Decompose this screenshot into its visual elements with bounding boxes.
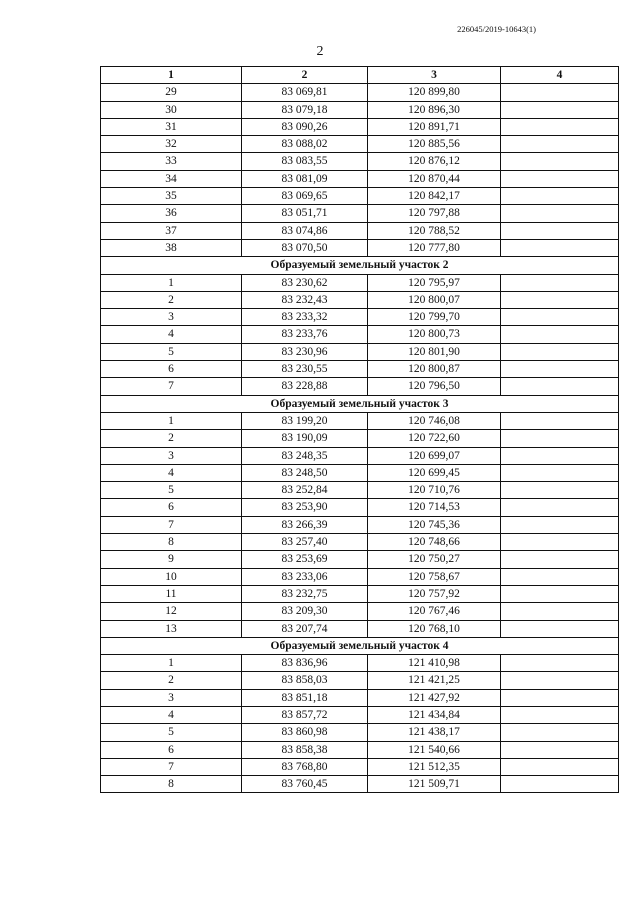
y-coordinate-cell: 120 801,90	[368, 343, 501, 360]
y-coordinate-cell: 121 421,25	[368, 672, 501, 689]
column-header-4: 4	[501, 67, 619, 84]
table-row	[101, 326, 619, 343]
table-row	[101, 222, 619, 239]
point-number-cell: 11	[101, 585, 242, 602]
point-number-cell: 4	[101, 706, 242, 723]
x-coordinate-cell: 83 760,45	[242, 776, 368, 793]
point-number-cell: 3	[101, 689, 242, 706]
column-4-cell	[501, 482, 619, 499]
point-number-cell: 1	[101, 655, 242, 672]
y-coordinate-cell: 120 800,07	[368, 291, 501, 308]
x-coordinate-cell: 83 858,38	[242, 741, 368, 758]
table-row	[101, 343, 619, 360]
point-number-cell: 30	[101, 101, 242, 118]
x-coordinate-cell: 83 070,50	[242, 239, 368, 256]
column-4-cell	[501, 153, 619, 170]
table-row	[101, 412, 619, 429]
x-coordinate-cell: 83 088,02	[242, 136, 368, 153]
x-coordinate-cell: 83 252,84	[242, 482, 368, 499]
column-4-cell	[501, 378, 619, 395]
table-header-row	[101, 67, 619, 84]
x-coordinate-cell: 83 836,96	[242, 655, 368, 672]
point-number-cell: 6	[101, 741, 242, 758]
x-coordinate-cell: 83 230,55	[242, 361, 368, 378]
y-coordinate-cell: 120 699,07	[368, 447, 501, 464]
y-coordinate-cell: 120 750,27	[368, 551, 501, 568]
y-coordinate-cell: 121 410,98	[368, 655, 501, 672]
table-row	[101, 706, 619, 723]
x-coordinate-cell: 83 081,09	[242, 170, 368, 187]
y-coordinate-cell: 120 767,46	[368, 603, 501, 620]
y-coordinate-cell: 120 800,73	[368, 326, 501, 343]
x-coordinate-cell: 83 851,18	[242, 689, 368, 706]
y-coordinate-cell: 121 434,84	[368, 706, 501, 723]
x-coordinate-cell: 83 230,62	[242, 274, 368, 291]
x-coordinate-cell: 83 069,65	[242, 188, 368, 205]
x-coordinate-cell: 83 233,76	[242, 326, 368, 343]
point-number-cell: 29	[101, 84, 242, 101]
x-coordinate-cell: 83 079,18	[242, 101, 368, 118]
column-4-cell	[501, 430, 619, 447]
table-row	[101, 499, 619, 516]
y-coordinate-cell: 120 870,44	[368, 170, 501, 187]
column-4-cell	[501, 499, 619, 516]
point-number-cell: 31	[101, 118, 242, 135]
y-coordinate-cell: 120 788,52	[368, 222, 501, 239]
column-4-cell	[501, 551, 619, 568]
y-coordinate-cell: 121 512,35	[368, 758, 501, 775]
column-4-cell	[501, 672, 619, 689]
x-coordinate-cell: 83 232,75	[242, 585, 368, 602]
page-number: 2	[316, 44, 324, 59]
x-coordinate-cell: 83 253,69	[242, 551, 368, 568]
table-row	[101, 430, 619, 447]
section-header-row	[101, 395, 619, 412]
column-4-cell	[501, 603, 619, 620]
table-row	[101, 568, 619, 585]
table-row	[101, 205, 619, 222]
table-row	[101, 153, 619, 170]
column-4-cell	[501, 239, 619, 256]
x-coordinate-cell: 83 860,98	[242, 724, 368, 741]
table-row	[101, 447, 619, 464]
column-4-cell	[501, 274, 619, 291]
column-4-cell	[501, 534, 619, 551]
x-coordinate-cell: 83 209,30	[242, 603, 368, 620]
table-body	[101, 84, 619, 793]
table-row	[101, 274, 619, 291]
y-coordinate-cell: 120 757,92	[368, 585, 501, 602]
table-row	[101, 724, 619, 741]
table-row	[101, 603, 619, 620]
point-number-cell: 8	[101, 776, 242, 793]
column-4-cell	[501, 412, 619, 429]
column-4-cell	[501, 568, 619, 585]
x-coordinate-cell: 83 083,55	[242, 153, 368, 170]
y-coordinate-cell: 121 427,92	[368, 689, 501, 706]
coordinates-table	[100, 66, 619, 793]
document-number: 226045/2019-10643(1)	[457, 24, 536, 34]
column-4-cell	[501, 464, 619, 481]
point-number-cell: 4	[101, 326, 242, 343]
x-coordinate-cell: 83 069,81	[242, 84, 368, 101]
column-4-cell	[501, 724, 619, 741]
y-coordinate-cell: 120 876,12	[368, 153, 501, 170]
table-row	[101, 118, 619, 135]
column-4-cell	[501, 309, 619, 326]
point-number-cell: 3	[101, 309, 242, 326]
x-coordinate-cell: 83 074,86	[242, 222, 368, 239]
table-row	[101, 776, 619, 793]
y-coordinate-cell: 121 540,66	[368, 741, 501, 758]
point-number-cell: 2	[101, 672, 242, 689]
y-coordinate-cell: 120 768,10	[368, 620, 501, 637]
y-coordinate-cell: 120 800,87	[368, 361, 501, 378]
point-number-cell: 4	[101, 464, 242, 481]
x-coordinate-cell: 83 248,35	[242, 447, 368, 464]
point-number-cell: 32	[101, 136, 242, 153]
point-number-cell: 7	[101, 758, 242, 775]
table-row	[101, 291, 619, 308]
column-4-cell	[501, 170, 619, 187]
y-coordinate-cell: 120 891,71	[368, 118, 501, 135]
point-number-cell: 5	[101, 343, 242, 360]
x-coordinate-cell: 83 090,26	[242, 118, 368, 135]
column-4-cell	[501, 516, 619, 533]
x-coordinate-cell: 83 199,20	[242, 412, 368, 429]
table-row	[101, 741, 619, 758]
point-number-cell: 37	[101, 222, 242, 239]
table-row	[101, 516, 619, 533]
y-coordinate-cell: 120 746,08	[368, 412, 501, 429]
x-coordinate-cell: 83 253,90	[242, 499, 368, 516]
y-coordinate-cell: 120 799,70	[368, 309, 501, 326]
point-number-cell: 7	[101, 378, 242, 395]
column-4-cell	[501, 291, 619, 308]
point-number-cell: 12	[101, 603, 242, 620]
table-row	[101, 758, 619, 775]
column-header-1: 1	[101, 67, 242, 84]
column-4-cell	[501, 689, 619, 706]
table-row	[101, 585, 619, 602]
x-coordinate-cell: 83 768,80	[242, 758, 368, 775]
column-4-cell	[501, 585, 619, 602]
point-number-cell: 10	[101, 568, 242, 585]
section-header-row	[101, 637, 619, 654]
y-coordinate-cell: 120 797,88	[368, 205, 501, 222]
point-number-cell: 38	[101, 239, 242, 256]
point-number-cell: 34	[101, 170, 242, 187]
x-coordinate-cell: 83 858,03	[242, 672, 368, 689]
x-coordinate-cell: 83 228,88	[242, 378, 368, 395]
column-4-cell	[501, 136, 619, 153]
table-row	[101, 361, 619, 378]
section-header-row	[101, 257, 619, 274]
y-coordinate-cell: 120 842,17	[368, 188, 501, 205]
y-coordinate-cell: 120 899,80	[368, 84, 501, 101]
y-coordinate-cell: 120 745,36	[368, 516, 501, 533]
table-row	[101, 170, 619, 187]
point-number-cell: 9	[101, 551, 242, 568]
table-row	[101, 101, 619, 118]
x-coordinate-cell: 83 207,74	[242, 620, 368, 637]
column-4-cell	[501, 118, 619, 135]
point-number-cell: 1	[101, 274, 242, 291]
x-coordinate-cell: 83 248,50	[242, 464, 368, 481]
column-4-cell	[501, 222, 619, 239]
y-coordinate-cell: 120 699,45	[368, 464, 501, 481]
column-4-cell	[501, 758, 619, 775]
column-4-cell	[501, 361, 619, 378]
y-coordinate-cell: 120 777,80	[368, 239, 501, 256]
y-coordinate-cell: 120 885,56	[368, 136, 501, 153]
table-row	[101, 84, 619, 101]
table-row	[101, 482, 619, 499]
section-title: Образуемый земельный участок 2	[101, 257, 619, 274]
point-number-cell: 33	[101, 153, 242, 170]
column-header-3: 3	[368, 67, 501, 84]
y-coordinate-cell: 121 509,71	[368, 776, 501, 793]
column-4-cell	[501, 706, 619, 723]
table-row	[101, 136, 619, 153]
table-row	[101, 551, 619, 568]
x-coordinate-cell: 83 190,09	[242, 430, 368, 447]
table-row	[101, 188, 619, 205]
point-number-cell: 6	[101, 361, 242, 378]
column-4-cell	[501, 620, 619, 637]
y-coordinate-cell: 120 722,60	[368, 430, 501, 447]
table-row	[101, 534, 619, 551]
column-4-cell	[501, 447, 619, 464]
section-title: Образуемый земельный участок 4	[101, 637, 619, 654]
x-coordinate-cell: 83 233,32	[242, 309, 368, 326]
y-coordinate-cell: 120 748,66	[368, 534, 501, 551]
table-row	[101, 378, 619, 395]
point-number-cell: 2	[101, 430, 242, 447]
table-row	[101, 620, 619, 637]
y-coordinate-cell: 121 438,17	[368, 724, 501, 741]
section-title: Образуемый земельный участок 3	[101, 395, 619, 412]
y-coordinate-cell: 120 796,50	[368, 378, 501, 395]
column-header-2: 2	[242, 67, 368, 84]
table-row	[101, 672, 619, 689]
y-coordinate-cell: 120 710,76	[368, 482, 501, 499]
x-coordinate-cell: 83 232,43	[242, 291, 368, 308]
column-4-cell	[501, 343, 619, 360]
table-row	[101, 464, 619, 481]
point-number-cell: 5	[101, 482, 242, 499]
point-number-cell: 6	[101, 499, 242, 516]
y-coordinate-cell: 120 795,97	[368, 274, 501, 291]
point-number-cell: 3	[101, 447, 242, 464]
table-row	[101, 309, 619, 326]
y-coordinate-cell: 120 714,53	[368, 499, 501, 516]
x-coordinate-cell: 83 257,40	[242, 534, 368, 551]
x-coordinate-cell: 83 266,39	[242, 516, 368, 533]
point-number-cell: 36	[101, 205, 242, 222]
table-row	[101, 655, 619, 672]
x-coordinate-cell: 83 857,72	[242, 706, 368, 723]
column-4-cell	[501, 101, 619, 118]
point-number-cell: 2	[101, 291, 242, 308]
table-row	[101, 689, 619, 706]
y-coordinate-cell: 120 758,67	[368, 568, 501, 585]
point-number-cell: 35	[101, 188, 242, 205]
point-number-cell: 8	[101, 534, 242, 551]
point-number-cell: 5	[101, 724, 242, 741]
column-4-cell	[501, 776, 619, 793]
column-4-cell	[501, 741, 619, 758]
point-number-cell: 7	[101, 516, 242, 533]
column-4-cell	[501, 205, 619, 222]
point-number-cell: 13	[101, 620, 242, 637]
column-4-cell	[501, 188, 619, 205]
column-4-cell	[501, 84, 619, 101]
column-4-cell	[501, 655, 619, 672]
table-row	[101, 239, 619, 256]
x-coordinate-cell: 83 051,71	[242, 205, 368, 222]
column-4-cell	[501, 326, 619, 343]
x-coordinate-cell: 83 230,96	[242, 343, 368, 360]
point-number-cell: 1	[101, 412, 242, 429]
y-coordinate-cell: 120 896,30	[368, 101, 501, 118]
x-coordinate-cell: 83 233,06	[242, 568, 368, 585]
